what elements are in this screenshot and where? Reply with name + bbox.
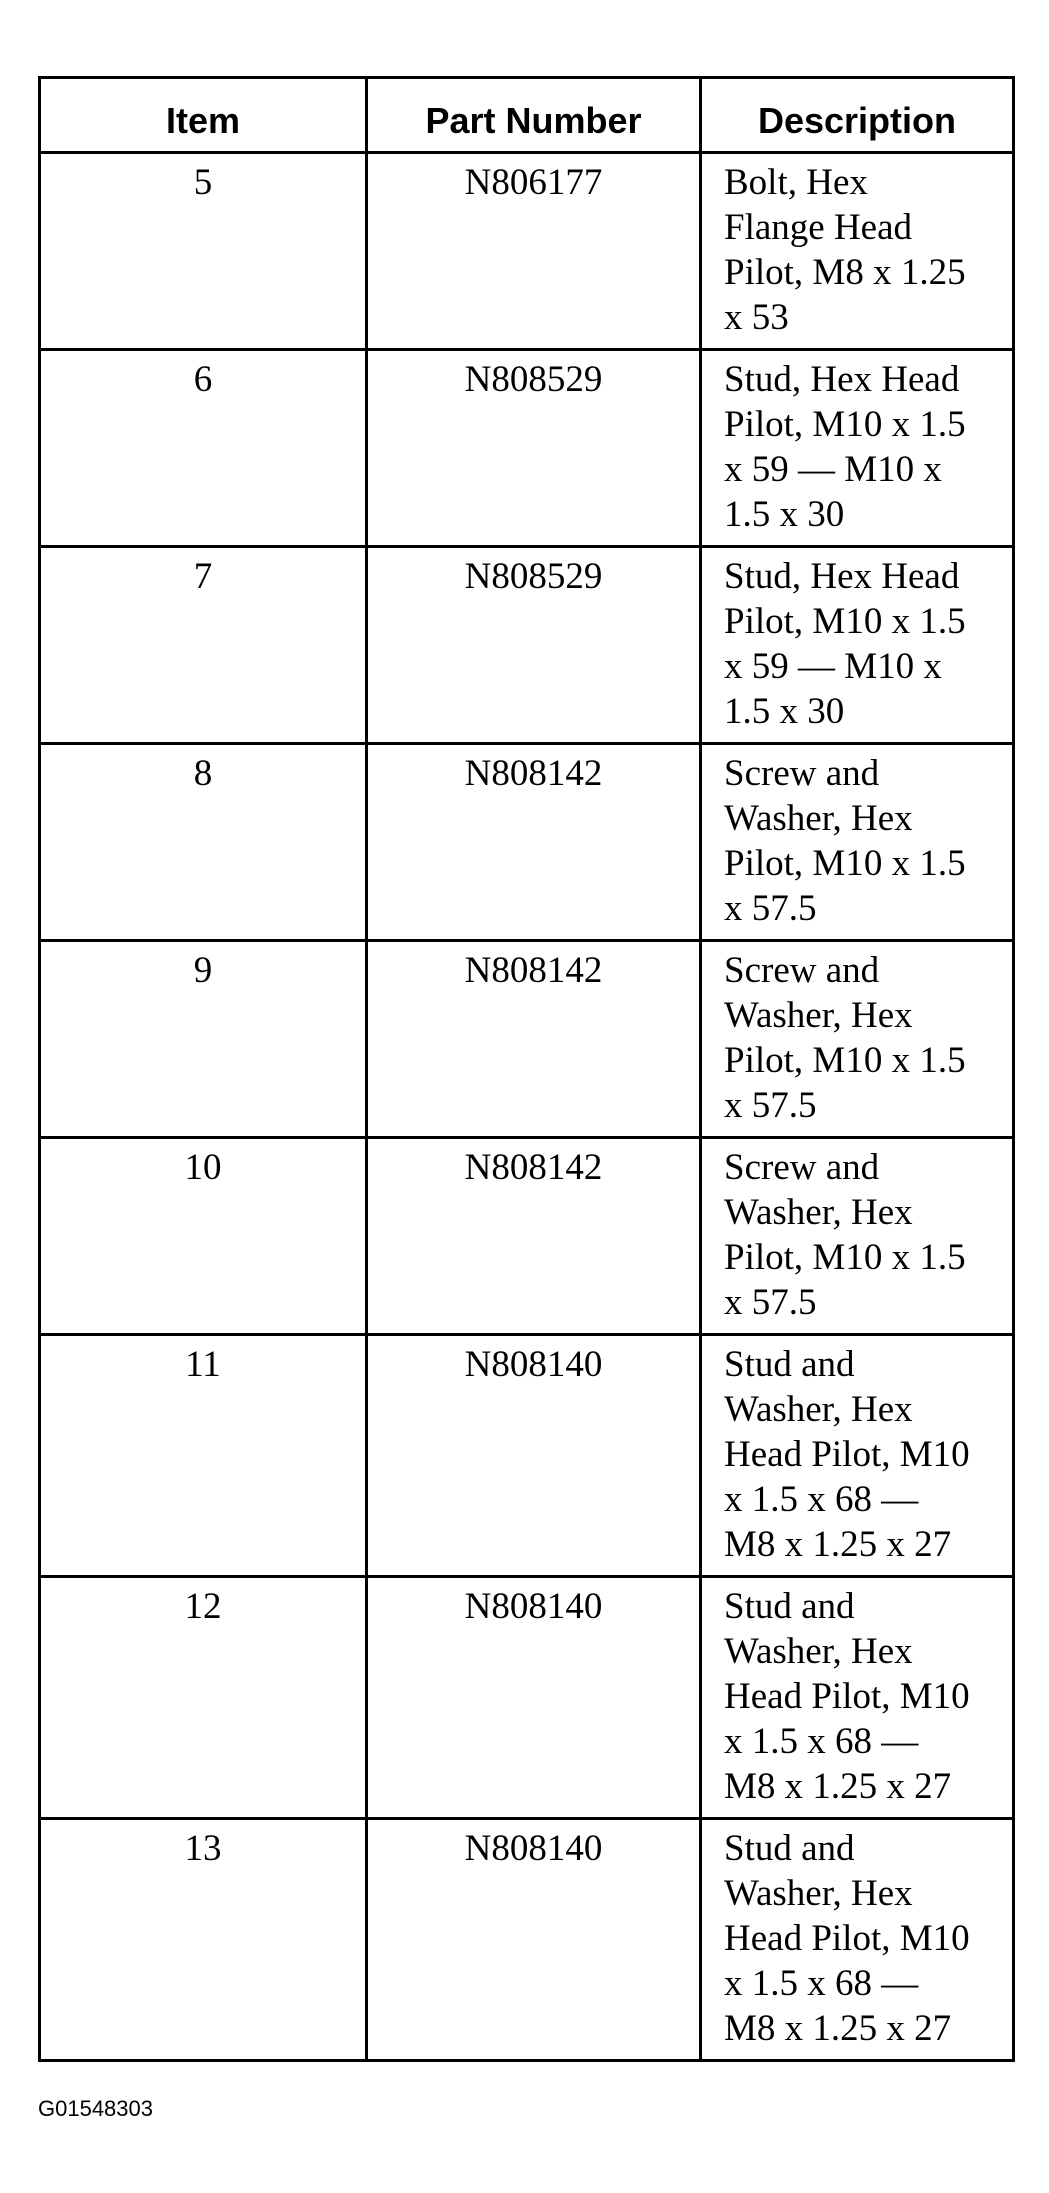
description-cell: Stud, Hex Head Pilot, M10 x 1.5 x 59 — M10 x 1.5 x 30	[701, 547, 1014, 744]
item-cell: 5	[40, 153, 367, 350]
table-header-row	[40, 78, 1014, 153]
part-number-cell: N808140	[367, 1335, 701, 1577]
item-cell: 7	[40, 547, 367, 744]
description-cell: Bolt, Hex Flange Head Pilot, M8 x 1.25 x 53	[701, 153, 1014, 350]
table-row	[40, 1138, 1014, 1335]
table-row	[40, 1335, 1014, 1577]
item-cell: 9	[40, 941, 367, 1138]
part-number-cell: N808140	[367, 1819, 701, 2061]
header-description: Description	[701, 78, 1014, 153]
parts-table	[38, 76, 1015, 2062]
description-cell: Screw and Washer, Hex Pilot, M10 x 1.5 x 57.5	[701, 744, 1014, 941]
table-row	[40, 744, 1014, 941]
description-cell: Stud and Washer, Hex Head Pilot, M10 x 1.5 x 68 — M8 x 1.25 x 27	[701, 1577, 1014, 1819]
item-cell: 10	[40, 1138, 367, 1335]
item-cell: 8	[40, 744, 367, 941]
figure-id: G01548303	[38, 2096, 153, 2121]
part-number-cell: N808142	[367, 941, 701, 1138]
item-cell: 11	[40, 1335, 367, 1577]
table-row	[40, 547, 1014, 744]
table-row	[40, 350, 1014, 547]
description-cell: Screw and Washer, Hex Pilot, M10 x 1.5 x 57.5	[701, 1138, 1014, 1335]
item-cell: 6	[40, 350, 367, 547]
part-number-cell: N808529	[367, 547, 701, 744]
description-cell: Screw and Washer, Hex Pilot, M10 x 1.5 x 57.5	[701, 941, 1014, 1138]
part-number-cell: N808142	[367, 1138, 701, 1335]
description-cell: Stud and Washer, Hex Head Pilot, M10 x 1.5 x 68 — M8 x 1.25 x 27	[701, 1335, 1014, 1577]
item-cell: 12	[40, 1577, 367, 1819]
table-row	[40, 1577, 1014, 1819]
header-item: Item	[40, 78, 367, 153]
part-number-cell: N806177	[367, 153, 701, 350]
table-row	[40, 941, 1014, 1138]
table-row	[40, 1819, 1014, 2061]
part-number-cell: N808140	[367, 1577, 701, 1819]
description-cell: Stud and Washer, Hex Head Pilot, M10 x 1.5 x 68 — M8 x 1.25 x 27	[701, 1819, 1014, 2061]
table-row	[40, 153, 1014, 350]
description-cell: Stud, Hex Head Pilot, M10 x 1.5 x 59 — M10 x 1.5 x 30	[701, 350, 1014, 547]
part-number-cell: N808142	[367, 744, 701, 941]
header-part-number: Part Number	[367, 78, 701, 153]
part-number-cell: N808529	[367, 350, 701, 547]
item-cell: 13	[40, 1819, 367, 2061]
